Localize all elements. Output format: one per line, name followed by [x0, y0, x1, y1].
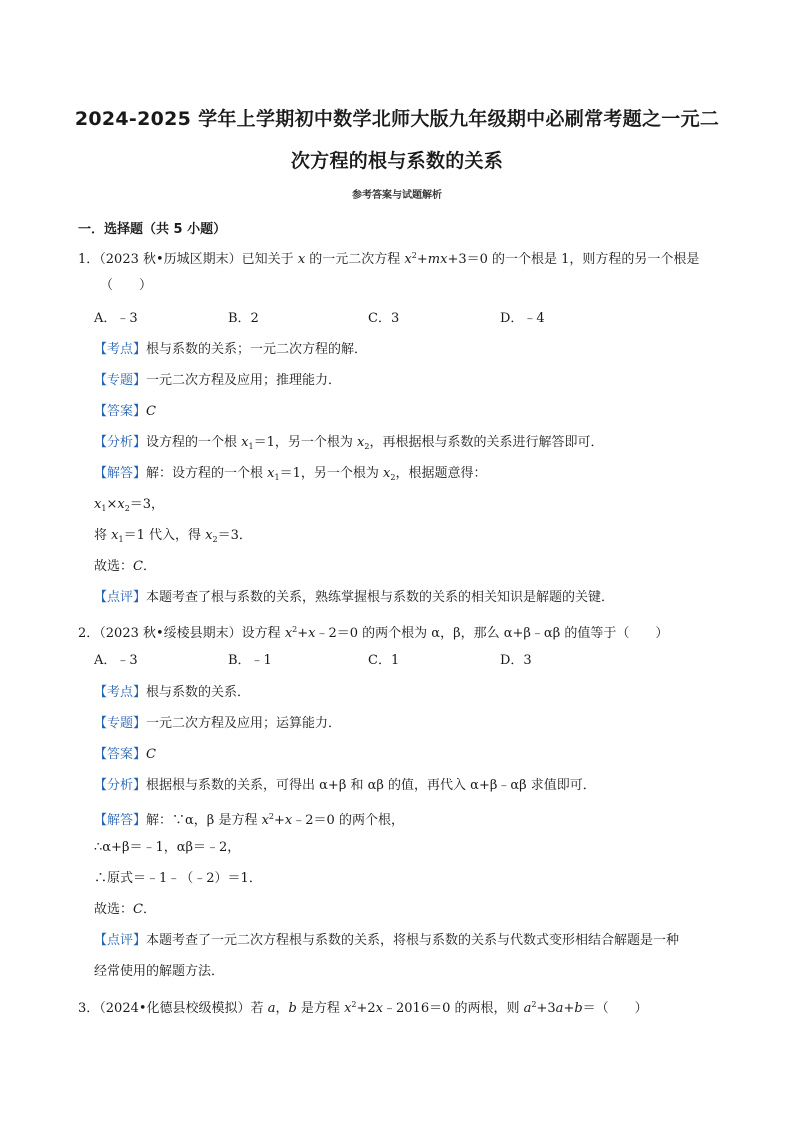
q1-kaodian: 【考点】根与系数的关系；一元二次方程的解． — [94, 342, 368, 357]
q1-number: 1． — [78, 252, 100, 267]
q3-source: （2024•化德县校级模拟） — [99, 1001, 251, 1016]
q1-jieda: 【解答】解：设方程的一个根 $x_1=1$，另一个根为 $x_2$，根据题意得： — [94, 466, 487, 482]
document-title-line-2: 次方程的根与系数的关系 — [290, 150, 504, 172]
q1-zhuanti: 【专题】一元二次方程及应用；推理能力． — [94, 373, 342, 388]
q2-source: （2023 秋•绥棱县期末） — [99, 626, 242, 641]
q3-number: 3． — [78, 1001, 100, 1016]
q2-dianping: 【点评】本题考查了一元二次方程根与系数的关系，将根与系数的关系与代数式变形相结合解题是一种 — [94, 933, 680, 948]
q2-choose: 故选：C． — [94, 902, 156, 917]
q1-option-a: A．﹣3 — [94, 311, 138, 326]
q2-option-c: C．1 — [368, 653, 400, 668]
q1-answer: 【答案】C — [94, 404, 156, 419]
q2-option-a: A．﹣3 — [94, 653, 138, 668]
q2-number: 2． — [78, 626, 100, 641]
q2-zhuanti: 【专题】一元二次方程及应用；运算能力． — [94, 716, 342, 731]
q1-option-d: D．﹣4 — [500, 311, 545, 326]
q2-answer: 【答案】C — [94, 747, 156, 762]
q1-source: （2023 秋•历城区期末） — [99, 252, 242, 267]
q2-step-1: ∴α+β＝﹣1，αβ＝﹣2， — [94, 840, 241, 855]
q2-option-b: B．﹣1 — [228, 653, 272, 668]
q2-jieda: 【解答】解：∵α，β 是方程 $x^2+x﹣2=0$ 的两个根， — [94, 812, 404, 828]
document-title-line-1: 2024-2025 学年上学期初中数学北师大版九年级期中必刷常考题之一元二 — [74, 108, 720, 130]
q2-option-d: D．3 — [500, 653, 532, 668]
q2-step-2: ∴原式＝﹣1﹣（﹣2）＝1． — [94, 871, 262, 886]
document-subtitle: 参考答案与试题解析 — [352, 190, 442, 201]
q1-choose: 故选：C． — [94, 559, 156, 574]
q1-dianping: 【点评】本题考查了根与系数的关系，熟练掌握根与系数的关系的相关知识是解题的关键． — [94, 590, 615, 605]
q1-answer-paren: （ ） — [100, 278, 153, 293]
q1-step-2: 将 $x_1=1$ 代入，得 $x_2=3$． — [94, 528, 252, 544]
section-heading: 一．选择题（共 5 小题） — [78, 222, 227, 237]
q2-fenxi: 【分析】根据根与系数的关系，可得出 α+β 和 αβ 的值，再代入 α+β﹣αβ 求值即可． — [94, 778, 596, 793]
q1-stem: 1．（2023 秋•历城区期末）已知关于 x 的一元二次方程 $x^2+mx+3=0$ 的一个根是 1，则方程的另一个根是 — [78, 251, 700, 267]
q2-dianping-cont: 经常使用的解题方法． — [94, 964, 225, 979]
q3-stem: 3．（2024•化德县校级模拟）若 a，b 是方程 $x^2+2x﹣2016=0$ 的两根，则 $a^2+3a+b=$（ ） — [78, 1000, 648, 1016]
q1-option-b: B．2 — [228, 311, 259, 326]
q1-fenxi: 【分析】设方程的一个根 $x_1=1$，另一个根为 $x_2$，再根据根与系数的关系进行解答即可． — [94, 435, 604, 451]
q2-kaodian: 【考点】根与系数的关系． — [94, 685, 251, 700]
q1-step-1: $x_1\times x_2=3$， — [94, 497, 165, 513]
q2-stem: 2．（2023 秋•绥棱县期末）设方程 $x^2+x﹣2=0$ 的两个根为 α，β，那么 α+β﹣αβ 的值等于（ ） — [78, 625, 669, 641]
q1-option-c: C．3 — [368, 311, 400, 326]
